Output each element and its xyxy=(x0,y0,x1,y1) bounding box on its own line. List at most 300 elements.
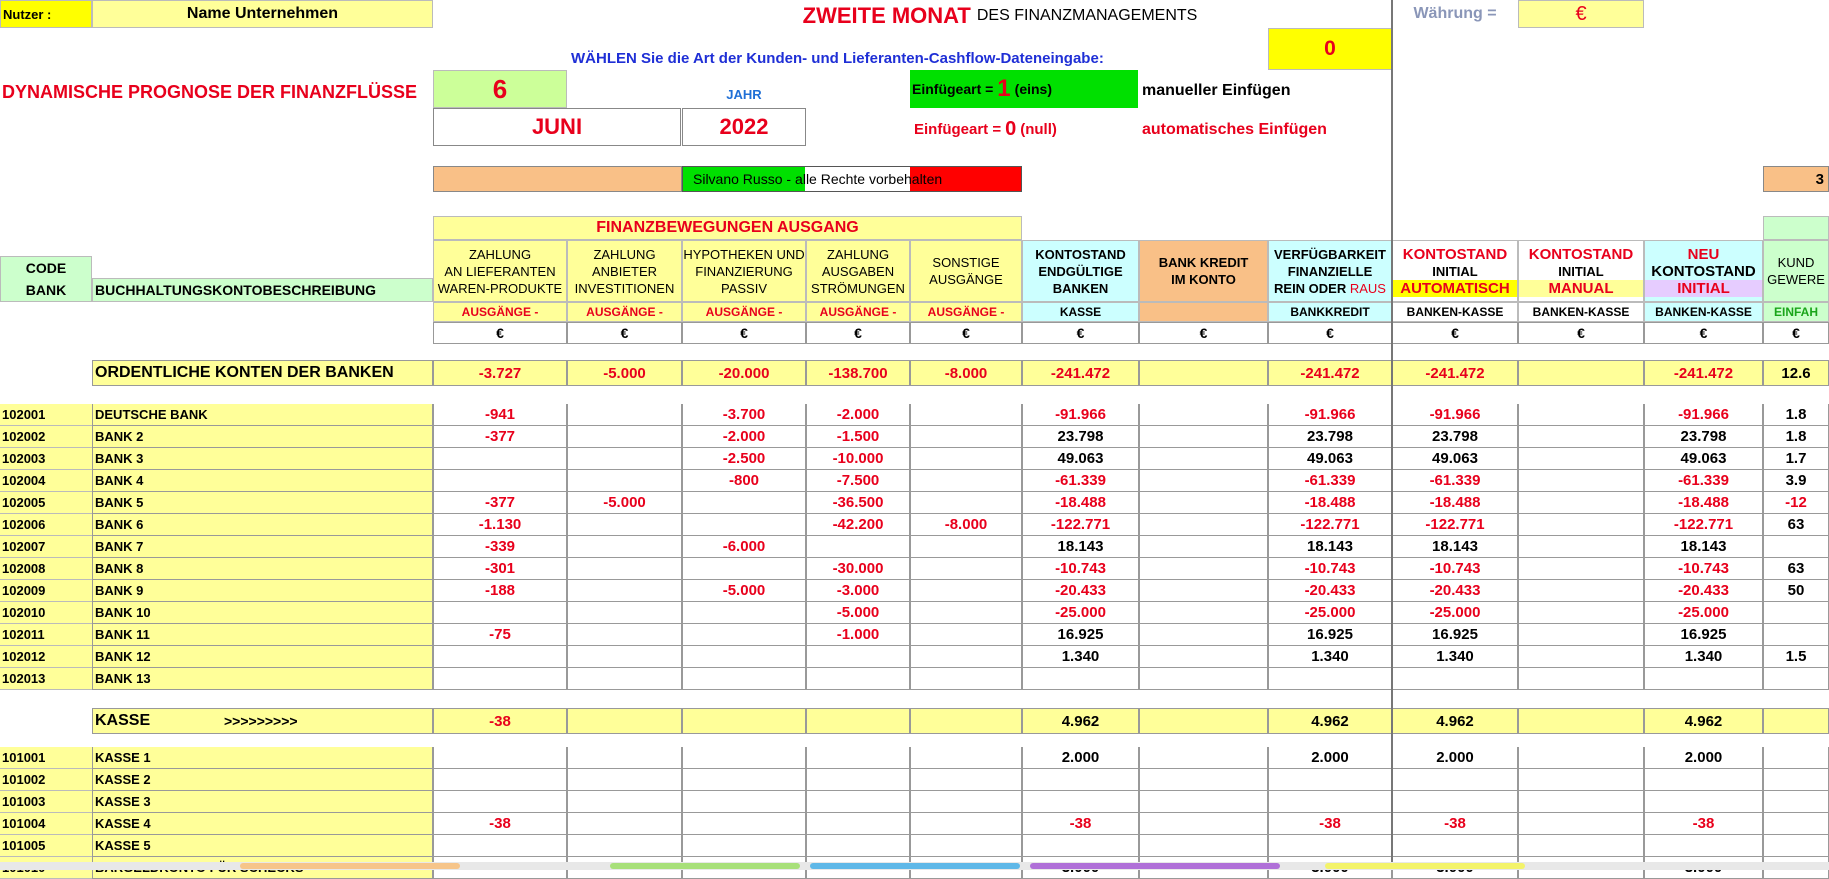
account-value-cell[interactable] xyxy=(806,791,910,813)
account-name[interactable]: BANK 6 xyxy=(92,514,433,536)
kasse-total-cell[interactable]: 4.962 xyxy=(1644,708,1763,734)
account-value-cell[interactable] xyxy=(1644,769,1763,791)
currency-cell[interactable]: € xyxy=(1763,322,1829,344)
currency-cell[interactable]: € xyxy=(806,322,910,344)
account-value-cell[interactable]: 23.798 xyxy=(1644,426,1763,448)
account-value-cell[interactable] xyxy=(433,791,567,813)
account-value-cell[interactable]: 50 xyxy=(1763,580,1829,602)
account-value-cell[interactable]: 23.798 xyxy=(1392,426,1518,448)
account-value-cell[interactable] xyxy=(567,514,682,536)
account-value-cell[interactable] xyxy=(682,747,806,769)
account-code[interactable]: 101002 xyxy=(0,769,92,791)
account-value-cell[interactable] xyxy=(682,492,806,514)
account-value-cell[interactable]: 2.000 xyxy=(1392,747,1518,769)
account-value-cell[interactable]: 49.063 xyxy=(1644,448,1763,470)
account-value-cell[interactable] xyxy=(910,426,1022,448)
account-value-cell[interactable] xyxy=(433,668,567,690)
copyright-orange-cell[interactable] xyxy=(433,166,682,192)
account-value-cell[interactable] xyxy=(1518,602,1644,624)
account-code[interactable]: 102003 xyxy=(0,448,92,470)
account-value-cell[interactable]: -8.000 xyxy=(910,514,1022,536)
account-value-cell[interactable]: -38 xyxy=(1644,813,1763,835)
banks-total-cell[interactable]: -138.700 xyxy=(806,360,910,386)
banks-total-cell[interactable]: -241.472 xyxy=(1392,360,1518,386)
account-value-cell[interactable]: -122.771 xyxy=(1268,514,1392,536)
account-value-cell[interactable] xyxy=(1392,668,1518,690)
account-code[interactable]: 102005 xyxy=(0,492,92,514)
banks-total-cell[interactable]: -3.727 xyxy=(433,360,567,386)
account-value-cell[interactable] xyxy=(1518,558,1644,580)
account-value-cell[interactable]: -38 xyxy=(1392,813,1518,835)
kasse-total-cell[interactable] xyxy=(1518,708,1644,734)
account-value-cell[interactable] xyxy=(682,514,806,536)
account-value-cell[interactable] xyxy=(910,646,1022,668)
banks-total-cell[interactable]: -8.000 xyxy=(910,360,1022,386)
account-value-cell[interactable]: -25.000 xyxy=(1392,602,1518,624)
account-value-cell[interactable] xyxy=(1139,646,1268,668)
account-value-cell[interactable] xyxy=(567,580,682,602)
account-code[interactable]: 102004 xyxy=(0,470,92,492)
banks-total-cell[interactable]: -241.472 xyxy=(1022,360,1139,386)
currency-cell[interactable]: € xyxy=(1392,322,1518,344)
account-value-cell[interactable]: 16.925 xyxy=(1392,624,1518,646)
account-value-cell[interactable]: 3.9 xyxy=(1763,470,1829,492)
account-value-cell[interactable] xyxy=(1763,536,1829,558)
currency-cell[interactable]: € xyxy=(1139,322,1268,344)
account-value-cell[interactable] xyxy=(682,646,806,668)
account-value-cell[interactable]: -122.771 xyxy=(1392,514,1518,536)
currency-cell[interactable]: € xyxy=(433,322,567,344)
account-name[interactable]: KASSE 5 xyxy=(92,835,433,857)
account-value-cell[interactable] xyxy=(910,602,1022,624)
account-value-cell[interactable] xyxy=(1139,470,1268,492)
account-value-cell[interactable]: -61.339 xyxy=(1268,470,1392,492)
account-value-cell[interactable] xyxy=(910,404,1022,426)
currency-cell[interactable]: € xyxy=(910,322,1022,344)
account-value-cell[interactable] xyxy=(806,536,910,558)
account-value-cell[interactable] xyxy=(910,558,1022,580)
account-value-cell[interactable] xyxy=(806,747,910,769)
account-value-cell[interactable] xyxy=(1518,404,1644,426)
account-value-cell[interactable]: -122.771 xyxy=(1644,514,1763,536)
banks-total-cell[interactable]: -241.472 xyxy=(1268,360,1392,386)
account-value-cell[interactable]: -2.000 xyxy=(682,426,806,448)
account-value-cell[interactable]: -5.000 xyxy=(682,580,806,602)
account-name[interactable]: BANK 8 xyxy=(92,558,433,580)
user-label-cell[interactable]: Nutzer : xyxy=(0,0,92,28)
kasse-total-cell[interactable] xyxy=(682,708,806,734)
banks-total-cell[interactable]: -5.000 xyxy=(567,360,682,386)
account-value-cell[interactable] xyxy=(806,769,910,791)
account-name[interactable]: KASSE 4 xyxy=(92,813,433,835)
account-value-cell[interactable] xyxy=(1139,602,1268,624)
account-value-cell[interactable] xyxy=(567,470,682,492)
account-value-cell[interactable]: -5.000 xyxy=(806,602,910,624)
account-code[interactable]: 101004 xyxy=(0,813,92,835)
kasse-total-cell[interactable]: 4.962 xyxy=(1022,708,1139,734)
account-value-cell[interactable]: -20.433 xyxy=(1392,580,1518,602)
account-value-cell[interactable] xyxy=(1518,646,1644,668)
account-value-cell[interactable]: -941 xyxy=(433,404,567,426)
account-value-cell[interactable]: -91.966 xyxy=(1268,404,1392,426)
account-value-cell[interactable] xyxy=(1518,835,1644,857)
account-value-cell[interactable] xyxy=(806,835,910,857)
account-value-cell[interactable]: -18.488 xyxy=(1392,492,1518,514)
account-value-cell[interactable]: -30.000 xyxy=(806,558,910,580)
account-value-cell[interactable]: -42.200 xyxy=(806,514,910,536)
account-code[interactable]: 102013 xyxy=(0,668,92,690)
account-value-cell[interactable] xyxy=(1139,580,1268,602)
account-value-cell[interactable] xyxy=(910,668,1022,690)
banks-total-cell[interactable] xyxy=(1518,360,1644,386)
account-value-cell[interactable] xyxy=(1022,835,1139,857)
account-value-cell[interactable] xyxy=(1518,813,1644,835)
account-value-cell[interactable] xyxy=(1139,791,1268,813)
account-value-cell[interactable] xyxy=(567,448,682,470)
account-value-cell[interactable] xyxy=(1644,668,1763,690)
account-value-cell[interactable]: 16.925 xyxy=(1022,624,1139,646)
account-value-cell[interactable]: -25.000 xyxy=(1644,602,1763,624)
account-value-cell[interactable] xyxy=(1139,536,1268,558)
sheet-tab-1[interactable] xyxy=(240,863,460,869)
account-value-cell[interactable]: -12 xyxy=(1763,492,1829,514)
account-value-cell[interactable]: -25.000 xyxy=(1022,602,1139,624)
sheet-tab-2[interactable] xyxy=(610,863,800,869)
account-value-cell[interactable] xyxy=(433,470,567,492)
account-code[interactable]: 102011 xyxy=(0,624,92,646)
account-value-cell[interactable] xyxy=(806,668,910,690)
account-value-cell[interactable] xyxy=(1518,426,1644,448)
account-value-cell[interactable]: -91.966 xyxy=(1392,404,1518,426)
currency-cell[interactable]: € xyxy=(1268,322,1392,344)
account-value-cell[interactable] xyxy=(910,791,1022,813)
account-name[interactable]: BANK 13 xyxy=(92,668,433,690)
account-value-cell[interactable] xyxy=(910,470,1022,492)
account-value-cell[interactable]: -1.000 xyxy=(806,624,910,646)
account-value-cell[interactable]: 1.340 xyxy=(1392,646,1518,668)
currency-cell[interactable]: € xyxy=(1518,322,1644,344)
insert-mode-1-cell[interactable] xyxy=(910,70,1138,108)
account-value-cell[interactable]: -10.743 xyxy=(1644,558,1763,580)
account-value-cell[interactable] xyxy=(1518,470,1644,492)
account-value-cell[interactable] xyxy=(433,602,567,624)
account-value-cell[interactable]: -122.771 xyxy=(1022,514,1139,536)
account-value-cell[interactable] xyxy=(1763,791,1829,813)
account-value-cell[interactable]: 1.340 xyxy=(1268,646,1392,668)
account-value-cell[interactable] xyxy=(1763,624,1829,646)
account-value-cell[interactable] xyxy=(1518,668,1644,690)
account-value-cell[interactable]: 18.143 xyxy=(1392,536,1518,558)
account-value-cell[interactable]: -75 xyxy=(433,624,567,646)
account-value-cell[interactable] xyxy=(1518,514,1644,536)
account-value-cell[interactable]: -61.339 xyxy=(1022,470,1139,492)
account-value-cell[interactable] xyxy=(682,624,806,646)
account-code[interactable]: 101005 xyxy=(0,835,92,857)
account-value-cell[interactable] xyxy=(1518,624,1644,646)
account-value-cell[interactable]: 1.340 xyxy=(1644,646,1763,668)
account-value-cell[interactable] xyxy=(1518,492,1644,514)
account-value-cell[interactable]: -1.130 xyxy=(433,514,567,536)
account-name[interactable]: DEUTSCHE BANK xyxy=(92,404,433,426)
account-value-cell[interactable] xyxy=(682,558,806,580)
account-code[interactable]: 102010 xyxy=(0,602,92,624)
account-value-cell[interactable]: 1.8 xyxy=(1763,404,1829,426)
account-value-cell[interactable] xyxy=(1022,769,1139,791)
select-value-cell[interactable]: 0 xyxy=(1268,28,1392,70)
account-value-cell[interactable]: 18.143 xyxy=(1644,536,1763,558)
account-value-cell[interactable]: 2.000 xyxy=(1022,747,1139,769)
account-value-cell[interactable] xyxy=(1139,404,1268,426)
account-value-cell[interactable]: -38 xyxy=(1268,813,1392,835)
account-value-cell[interactable] xyxy=(1268,835,1392,857)
account-value-cell[interactable] xyxy=(1268,791,1392,813)
account-value-cell[interactable] xyxy=(1139,448,1268,470)
kasse-total-cell[interactable] xyxy=(806,708,910,734)
account-value-cell[interactable] xyxy=(433,747,567,769)
account-value-cell[interactable]: -20.433 xyxy=(1644,580,1763,602)
banks-total-cell[interactable] xyxy=(1139,360,1268,386)
account-value-cell[interactable]: -6.000 xyxy=(682,536,806,558)
account-name[interactable]: BANK 2 xyxy=(92,426,433,448)
currency-value-cell[interactable]: € xyxy=(1518,0,1644,28)
currency-cell[interactable]: € xyxy=(682,322,806,344)
account-value-cell[interactable]: 63 xyxy=(1763,558,1829,580)
account-value-cell[interactable] xyxy=(567,813,682,835)
account-value-cell[interactable]: -10.743 xyxy=(1392,558,1518,580)
account-value-cell[interactable] xyxy=(1763,747,1829,769)
account-value-cell[interactable]: -18.488 xyxy=(1022,492,1139,514)
right-clipped-cell[interactable]: 3 xyxy=(1763,166,1829,192)
account-value-cell[interactable] xyxy=(567,791,682,813)
account-code[interactable]: 102008 xyxy=(0,558,92,580)
account-value-cell[interactable] xyxy=(1518,448,1644,470)
account-value-cell[interactable]: -301 xyxy=(433,558,567,580)
account-value-cell[interactable]: -18.488 xyxy=(1268,492,1392,514)
account-name[interactable]: KASSE 2 xyxy=(92,769,433,791)
account-value-cell[interactable] xyxy=(1139,747,1268,769)
account-value-cell[interactable]: 1.7 xyxy=(1763,448,1829,470)
account-value-cell[interactable]: -20.433 xyxy=(1268,580,1392,602)
account-value-cell[interactable]: -1.500 xyxy=(806,426,910,448)
account-value-cell[interactable] xyxy=(806,813,910,835)
sheet-tab-3[interactable] xyxy=(810,863,1020,869)
account-value-cell[interactable]: 1.8 xyxy=(1763,426,1829,448)
kasse-total-cell[interactable]: -38 xyxy=(433,708,567,734)
banks-total-cell[interactable]: 12.6 xyxy=(1763,360,1829,386)
account-value-cell[interactable] xyxy=(1644,835,1763,857)
account-value-cell[interactable]: -36.500 xyxy=(806,492,910,514)
account-value-cell[interactable] xyxy=(1763,835,1829,857)
month-name-cell[interactable]: JUNI xyxy=(433,108,681,146)
account-value-cell[interactable]: -377 xyxy=(433,426,567,448)
account-value-cell[interactable] xyxy=(682,769,806,791)
account-name[interactable]: BANK 10 xyxy=(92,602,433,624)
currency-cell[interactable]: € xyxy=(1022,322,1139,344)
account-value-cell[interactable]: -91.966 xyxy=(1022,404,1139,426)
account-value-cell[interactable] xyxy=(1518,769,1644,791)
kasse-total-cell[interactable] xyxy=(1139,708,1268,734)
year-value-cell[interactable]: 2022 xyxy=(682,108,806,146)
account-value-cell[interactable] xyxy=(1268,769,1392,791)
account-value-cell[interactable]: 1.5 xyxy=(1763,646,1829,668)
account-name[interactable]: BANK 3 xyxy=(92,448,433,470)
account-value-cell[interactable] xyxy=(682,835,806,857)
account-value-cell[interactable] xyxy=(1139,514,1268,536)
account-value-cell[interactable] xyxy=(806,646,910,668)
month-number-cell[interactable]: 6 xyxy=(433,70,567,108)
account-value-cell[interactable]: -25.000 xyxy=(1268,602,1392,624)
account-code[interactable]: 102009 xyxy=(0,580,92,602)
account-value-cell[interactable]: 63 xyxy=(1763,514,1829,536)
account-value-cell[interactable]: -91.966 xyxy=(1644,404,1763,426)
account-name[interactable]: BANK 7 xyxy=(92,536,433,558)
account-value-cell[interactable] xyxy=(1268,668,1392,690)
account-value-cell[interactable] xyxy=(433,646,567,668)
account-value-cell[interactable]: -10.743 xyxy=(1022,558,1139,580)
account-code[interactable]: 102012 xyxy=(0,646,92,668)
account-code[interactable]: 101001 xyxy=(0,747,92,769)
account-value-cell[interactable]: 1.340 xyxy=(1022,646,1139,668)
account-value-cell[interactable] xyxy=(910,835,1022,857)
account-value-cell[interactable] xyxy=(567,747,682,769)
account-value-cell[interactable]: -5.000 xyxy=(567,492,682,514)
account-value-cell[interactable] xyxy=(567,404,682,426)
account-name[interactable]: BANK 5 xyxy=(92,492,433,514)
account-value-cell[interactable]: 49.063 xyxy=(1268,448,1392,470)
account-value-cell[interactable] xyxy=(910,492,1022,514)
account-value-cell[interactable]: -10.743 xyxy=(1268,558,1392,580)
account-value-cell[interactable]: -10.000 xyxy=(806,448,910,470)
account-value-cell[interactable] xyxy=(1022,668,1139,690)
kasse-total-cell[interactable] xyxy=(1763,708,1829,734)
account-value-cell[interactable]: -38 xyxy=(433,813,567,835)
account-name[interactable]: KASSE 1 xyxy=(92,747,433,769)
account-value-cell[interactable]: -38 xyxy=(1022,813,1139,835)
account-value-cell[interactable]: 23.798 xyxy=(1022,426,1139,448)
account-value-cell[interactable]: -7.500 xyxy=(806,470,910,492)
kasse-total-cell[interactable] xyxy=(910,708,1022,734)
account-value-cell[interactable] xyxy=(682,668,806,690)
account-value-cell[interactable] xyxy=(567,769,682,791)
account-value-cell[interactable] xyxy=(433,448,567,470)
account-value-cell[interactable] xyxy=(567,646,682,668)
account-value-cell[interactable]: -339 xyxy=(433,536,567,558)
account-value-cell[interactable] xyxy=(1518,536,1644,558)
account-value-cell[interactable] xyxy=(567,624,682,646)
account-value-cell[interactable] xyxy=(910,769,1022,791)
account-value-cell[interactable] xyxy=(1139,426,1268,448)
account-value-cell[interactable]: 2.000 xyxy=(1644,747,1763,769)
banks-total-cell[interactable]: -20.000 xyxy=(682,360,806,386)
account-value-cell[interactable] xyxy=(1139,835,1268,857)
account-value-cell[interactable]: -2.500 xyxy=(682,448,806,470)
account-value-cell[interactable] xyxy=(567,835,682,857)
account-value-cell[interactable] xyxy=(1139,624,1268,646)
account-value-cell[interactable] xyxy=(1763,668,1829,690)
account-name[interactable]: BANK 11 xyxy=(92,624,433,646)
account-value-cell[interactable]: 18.143 xyxy=(1022,536,1139,558)
account-value-cell[interactable] xyxy=(910,448,1022,470)
account-value-cell[interactable]: -61.339 xyxy=(1644,470,1763,492)
account-value-cell[interactable]: -800 xyxy=(682,470,806,492)
account-value-cell[interactable] xyxy=(567,668,682,690)
currency-cell[interactable]: € xyxy=(1644,322,1763,344)
account-value-cell[interactable]: 16.925 xyxy=(1268,624,1392,646)
account-value-cell[interactable]: 16.925 xyxy=(1644,624,1763,646)
account-value-cell[interactable] xyxy=(910,624,1022,646)
account-value-cell[interactable] xyxy=(682,813,806,835)
account-value-cell[interactable]: -2.000 xyxy=(806,404,910,426)
account-name[interactable]: BANK 9 xyxy=(92,580,433,602)
sheet-tab-4[interactable] xyxy=(1030,863,1280,869)
account-value-cell[interactable] xyxy=(433,769,567,791)
account-value-cell[interactable]: -3.000 xyxy=(806,580,910,602)
account-value-cell[interactable] xyxy=(910,536,1022,558)
account-code[interactable]: 102006 xyxy=(0,514,92,536)
account-value-cell[interactable] xyxy=(1763,769,1829,791)
account-value-cell[interactable]: -20.433 xyxy=(1022,580,1139,602)
account-code[interactable]: 102002 xyxy=(0,426,92,448)
kasse-total-cell[interactable]: 4.962 xyxy=(1392,708,1518,734)
account-value-cell[interactable]: 49.063 xyxy=(1392,448,1518,470)
account-value-cell[interactable] xyxy=(1139,769,1268,791)
account-value-cell[interactable] xyxy=(567,602,682,624)
kasse-total-cell[interactable]: 4.962 xyxy=(1268,708,1392,734)
account-value-cell[interactable] xyxy=(910,747,1022,769)
account-value-cell[interactable] xyxy=(1392,835,1518,857)
account-value-cell[interactable] xyxy=(567,558,682,580)
account-value-cell[interactable] xyxy=(1644,791,1763,813)
account-value-cell[interactable] xyxy=(1139,668,1268,690)
account-value-cell[interactable] xyxy=(682,791,806,813)
account-value-cell[interactable]: -3.700 xyxy=(682,404,806,426)
insert-mode-0-cell[interactable] xyxy=(912,114,1140,144)
copyright-cell[interactable] xyxy=(682,166,1022,192)
account-value-cell[interactable] xyxy=(1022,791,1139,813)
account-value-cell[interactable] xyxy=(1392,769,1518,791)
sheet-tab-5[interactable] xyxy=(1325,863,1525,869)
account-value-cell[interactable] xyxy=(567,536,682,558)
account-value-cell[interactable]: -18.488 xyxy=(1644,492,1763,514)
account-code[interactable]: 102007 xyxy=(0,536,92,558)
account-value-cell[interactable] xyxy=(1139,813,1268,835)
account-value-cell[interactable]: -188 xyxy=(433,580,567,602)
account-value-cell[interactable] xyxy=(910,813,1022,835)
account-value-cell[interactable] xyxy=(1518,791,1644,813)
account-value-cell[interactable]: 23.798 xyxy=(1268,426,1392,448)
account-value-cell[interactable] xyxy=(1763,813,1829,835)
account-name[interactable]: BANK 12 xyxy=(92,646,433,668)
account-value-cell[interactable] xyxy=(1139,492,1268,514)
account-value-cell[interactable]: 18.143 xyxy=(1268,536,1392,558)
account-value-cell[interactable]: -377 xyxy=(433,492,567,514)
account-code[interactable]: 102001 xyxy=(0,404,92,426)
company-name-cell[interactable]: Name Unternehmen xyxy=(92,0,433,28)
account-value-cell[interactable]: 49.063 xyxy=(1022,448,1139,470)
banks-total-cell[interactable]: -241.472 xyxy=(1644,360,1763,386)
account-value-cell[interactable]: -61.339 xyxy=(1392,470,1518,492)
account-value-cell[interactable] xyxy=(1392,791,1518,813)
account-value-cell[interactable] xyxy=(1518,580,1644,602)
account-value-cell[interactable] xyxy=(682,602,806,624)
account-value-cell[interactable] xyxy=(910,580,1022,602)
account-value-cell[interactable] xyxy=(1518,747,1644,769)
account-value-cell[interactable] xyxy=(1763,602,1829,624)
account-value-cell[interactable] xyxy=(567,426,682,448)
account-name[interactable]: BANK 4 xyxy=(92,470,433,492)
account-value-cell[interactable]: 2.000 xyxy=(1268,747,1392,769)
currency-cell[interactable]: € xyxy=(567,322,682,344)
